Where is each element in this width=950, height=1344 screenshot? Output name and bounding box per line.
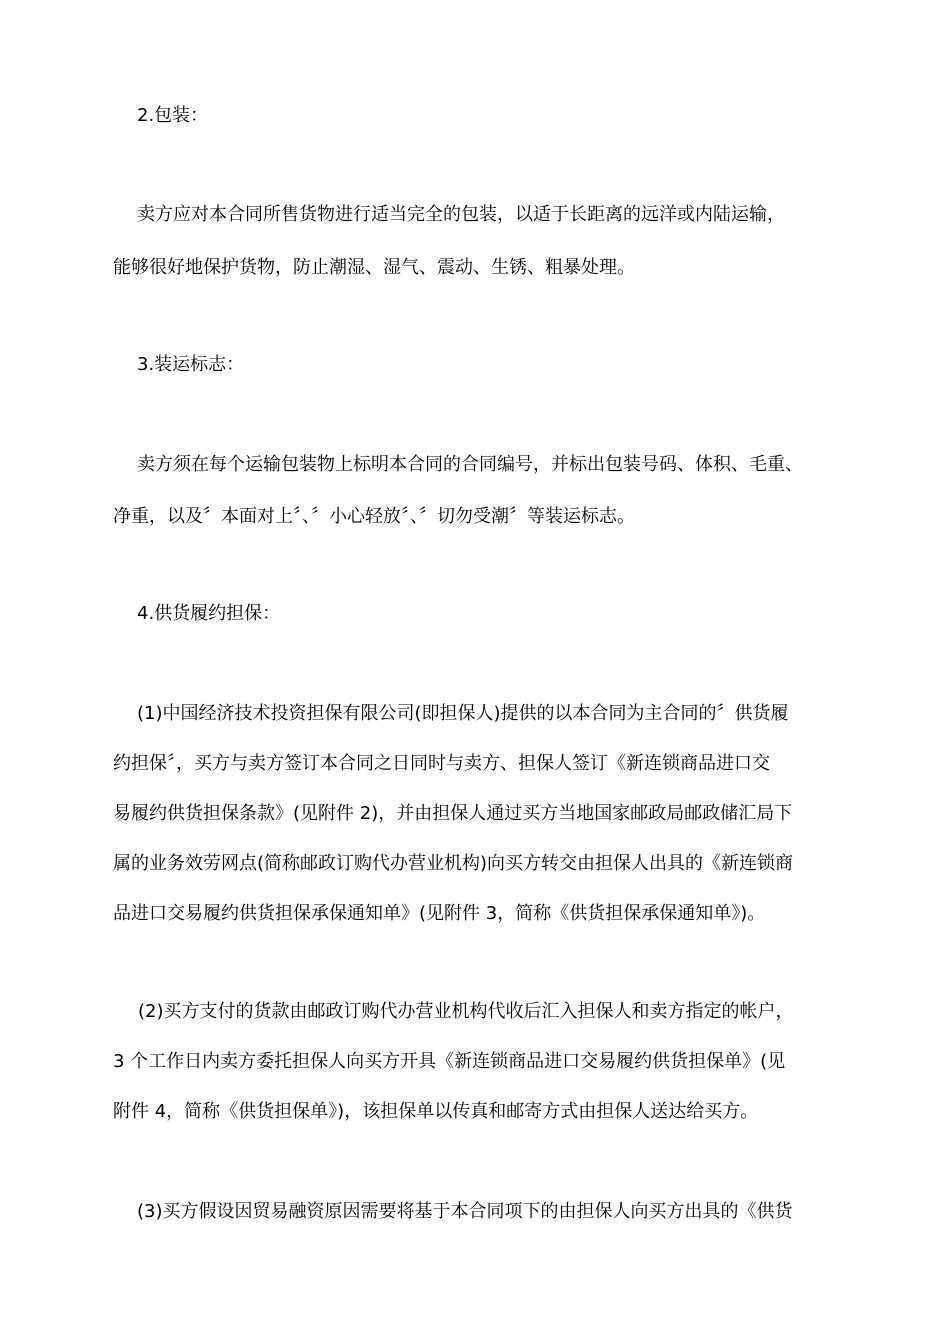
paragraph-line: 能够很好地保护货物，防止潮湿、湿气、震动、生锈、粗暴处理。 bbox=[113, 257, 635, 278]
paragraph-line: (1)中国经济技术投资担保有限公司(即担保人)提供的以本合同为主合同的〞供货履 bbox=[137, 703, 789, 724]
paragraph-line: 品进口交易履约供货担保承保通知单》(见附件 3，简称《供货担保承保通知单》)。 bbox=[113, 903, 766, 924]
paragraph-line: 易履约供货担保条款》(见附件 2)，并由担保人通过买方当地国家邮政局邮政储汇局下 bbox=[113, 803, 793, 824]
paragraph-line: 卖方应对本合同所售货物进行适当完全的包装，以适于长距离的远洋或内陆运输， bbox=[137, 204, 785, 225]
section-heading-performance-guarantee: 4.供货履约担保： bbox=[137, 603, 281, 624]
paragraph-line: 属的业务效劳网点(简称邮政订购代办营业机构)向买方转交由担保人出具的《新连锁商 bbox=[113, 853, 794, 874]
paragraph-line: 附件 4，简称《供货担保单》)，该担保单以传真和邮寄方式由担保人送达给买方。 bbox=[113, 1101, 759, 1122]
section-heading-shipping-marks: 3.装运标志： bbox=[137, 354, 245, 375]
paragraph-line: (3)买方假设因贸易融资原因需要将基于本合同项下的由担保人向买方出具的《供货 bbox=[137, 1201, 793, 1222]
paragraph-line: 约担保〞，买方与卖方签订本合同之日同时与卖方、担保人签订《新连锁商品进口交 bbox=[113, 753, 770, 774]
section-heading-packaging: 2.包装： bbox=[137, 105, 209, 126]
paragraph-line: 净重，以及〞本面对上〞、〞小心轻放〞、〞切勿受潮〞等装运标志。 bbox=[113, 506, 635, 527]
paragraph-line: 3 个工作日内卖方委托担保人向买方开具《新连锁商品进口交易履约供货担保单》(见 bbox=[113, 1051, 786, 1072]
paragraph-line: (2)买方支付的货款由邮政订购代办营业机构代收后汇入担保人和卖方指定的帐户， bbox=[138, 1001, 794, 1022]
paragraph-line: 卖方须在每个运输包装物上标明本合同的合同编号，并标出包装号码、体积、毛重、 bbox=[137, 454, 803, 475]
